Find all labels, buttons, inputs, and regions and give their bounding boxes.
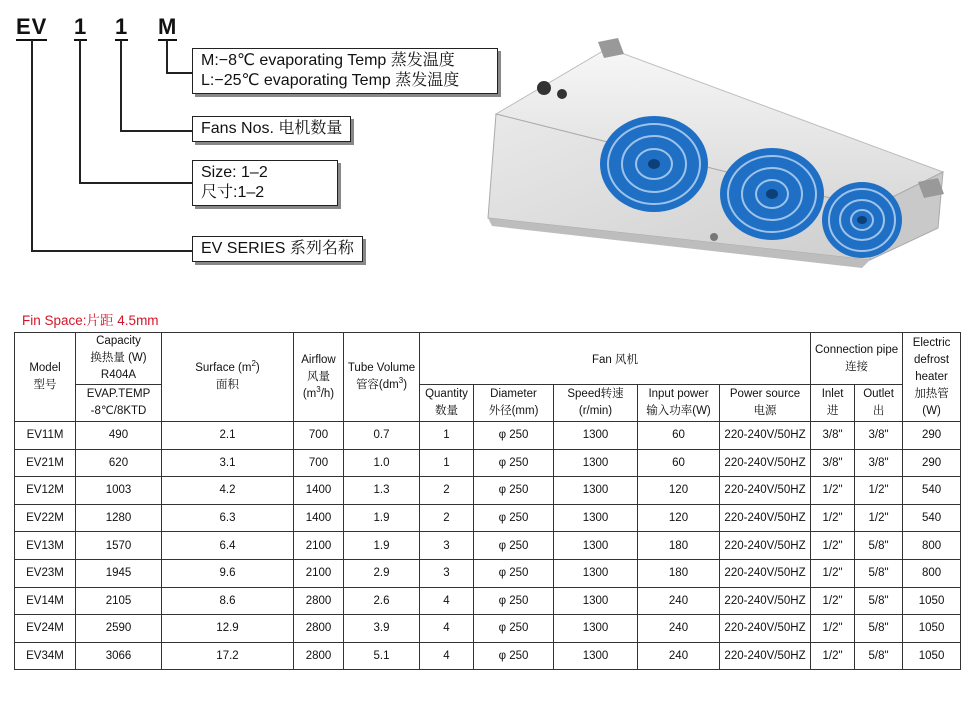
cell-surface: 3.1 — [162, 449, 294, 477]
cell-fan-diameter: φ 250 — [474, 449, 554, 477]
header-fan-quantity: Quantity 数量 — [420, 385, 474, 422]
table-row — [15, 477, 961, 505]
header-airflow: Airflow 风量 $(m^3/h)$ — [294, 333, 344, 422]
header-evap-temp: EVAP.TEMP -8℃/8KTD — [76, 385, 162, 422]
unit-cooler-photo — [478, 32, 948, 290]
cell-power-source: 220-240V/50HZ — [720, 642, 811, 670]
cell-heater: 800 — [903, 532, 961, 560]
fan-guard-icon — [720, 148, 824, 240]
cell-fan-diameter: φ 250 — [474, 642, 554, 670]
cell-fan-diameter: φ 250 — [474, 477, 554, 505]
cell-fan-quantity: 2 — [420, 504, 474, 532]
cell-input-power: 180 — [638, 532, 720, 560]
cell-power-source: 220-240V/50HZ — [720, 449, 811, 477]
series-legend: EV SERIES 系列名称 — [201, 240, 354, 257]
header-model: Model 型号 — [15, 333, 76, 422]
cell-input-power: 240 — [638, 615, 720, 643]
cell-tube-volume: 2.9 — [344, 559, 420, 587]
cell-airflow: 1400 — [294, 504, 344, 532]
cell-inlet: 1/2" — [811, 477, 855, 505]
size-legend-en: Size: 1–2 — [201, 164, 268, 181]
cell-airflow: 700 — [294, 449, 344, 477]
table-row — [15, 559, 961, 587]
cell-fan-quantity: 4 — [420, 615, 474, 643]
header-surface: Surface $(m^2)$ 面积 — [162, 333, 294, 422]
cell-tube-volume: 2.6 — [344, 587, 420, 615]
cell-airflow: 1400 — [294, 477, 344, 505]
cell-heater: 1050 — [903, 587, 961, 615]
spec-table-body — [15, 422, 961, 670]
cell-fan-quantity: 1 — [420, 449, 474, 477]
cell-airflow: 2800 — [294, 642, 344, 670]
cell-tube-volume: 1.3 — [344, 477, 420, 505]
cell-fan-speed: 1300 — [554, 587, 638, 615]
cell-fan-speed: 1300 — [554, 532, 638, 560]
cell-outlet: 1/2" — [855, 504, 903, 532]
cell-outlet: 5/8" — [855, 587, 903, 615]
header-connection-pipe: Connection pipe 连接 — [811, 333, 903, 385]
cell-heater: 540 — [903, 504, 961, 532]
cell-power-source: 220-240V/50HZ — [720, 477, 811, 505]
cell-capacity: 490 — [76, 422, 162, 450]
cell-model: EV11M — [15, 422, 76, 450]
fans-legend: Fans Nos. 电机数量 — [201, 120, 343, 137]
cell-input-power: 120 — [638, 504, 720, 532]
cell-airflow: 2100 — [294, 532, 344, 560]
cell-fan-quantity: 3 — [420, 559, 474, 587]
cell-model: EV14M — [15, 587, 76, 615]
temp-legend-l: L:−25℃ evaporating Temp 蒸发温度 — [201, 72, 460, 89]
header-fan: Fan 风机 — [420, 333, 811, 385]
size-legend-cn: 尺寸:1–2 — [201, 184, 265, 201]
cell-inlet: 1/2" — [811, 615, 855, 643]
cell-fan-diameter: φ 250 — [474, 615, 554, 643]
cell-input-power: 240 — [638, 642, 720, 670]
table-row — [15, 504, 961, 532]
cell-surface: 12.9 — [162, 615, 294, 643]
table-row — [15, 422, 961, 450]
table-row — [15, 642, 961, 670]
cell-surface: 9.6 — [162, 559, 294, 587]
header-fan-speed: Speed转速 (r/min) — [554, 385, 638, 422]
cell-capacity: 1280 — [76, 504, 162, 532]
cell-outlet: 5/8" — [855, 615, 903, 643]
cell-power-source: 220-240V/50HZ — [720, 422, 811, 450]
cell-surface: 6.4 — [162, 532, 294, 560]
cell-power-source: 220-240V/50HZ — [720, 559, 811, 587]
cell-inlet: 3/8" — [811, 449, 855, 477]
cell-heater: 1050 — [903, 642, 961, 670]
cell-fan-speed: 1300 — [554, 477, 638, 505]
cell-fan-quantity: 1 — [420, 422, 474, 450]
cell-fan-quantity: 3 — [420, 532, 474, 560]
cell-surface: 2.1 — [162, 422, 294, 450]
cell-tube-volume: 1.9 — [344, 504, 420, 532]
cell-tube-volume: 1.0 — [344, 449, 420, 477]
size-legend-box — [192, 160, 338, 206]
cell-capacity: 3066 — [76, 642, 162, 670]
cell-capacity: 1003 — [76, 477, 162, 505]
header-fan-power-source: Power source 电源 — [720, 385, 811, 422]
cell-inlet: 1/2" — [811, 504, 855, 532]
cell-model: EV21M — [15, 449, 76, 477]
cell-inlet: 1/2" — [811, 642, 855, 670]
cell-fan-diameter: φ 250 — [474, 504, 554, 532]
cell-power-source: 220-240V/50HZ — [720, 504, 811, 532]
cell-model: EV12M — [15, 477, 76, 505]
temp-legend-m: M:−8℃ evaporating Temp 蒸发温度 — [201, 52, 455, 69]
cell-surface: 8.6 — [162, 587, 294, 615]
cell-tube-volume: 0.7 — [344, 422, 420, 450]
code-temp: M — [158, 14, 178, 39]
cell-outlet: 3/8" — [855, 449, 903, 477]
cell-fan-speed: 1300 — [554, 559, 638, 587]
code-size: 1 — [74, 14, 88, 39]
cell-tube-volume: 5.1 — [344, 642, 420, 670]
cell-outlet: 5/8" — [855, 559, 903, 587]
cell-capacity: 2105 — [76, 587, 162, 615]
cell-power-source: 220-240V/50HZ — [720, 615, 811, 643]
cell-fan-speed: 1300 — [554, 642, 638, 670]
cell-capacity: 1570 — [76, 532, 162, 560]
header-fan-diameter: Diameter 外径(mm) — [474, 385, 554, 422]
cell-airflow: 2800 — [294, 615, 344, 643]
cell-outlet: 5/8" — [855, 532, 903, 560]
header-capacity: Capacity 换热量 (W) R404A — [76, 333, 162, 385]
code-series: EV — [16, 14, 48, 39]
cell-fan-speed: 1300 — [554, 449, 638, 477]
cell-fan-diameter: φ 250 — [474, 422, 554, 450]
header-tube-volume: Tube Volume 管容$(dm^3)$ — [344, 333, 420, 422]
cell-surface: 17.2 — [162, 642, 294, 670]
cell-fan-diameter: φ 250 — [474, 559, 554, 587]
cell-inlet: 1/2" — [811, 532, 855, 560]
cell-input-power: 60 — [638, 422, 720, 450]
fan-guard-icon — [822, 182, 902, 258]
cell-heater: 1050 — [903, 615, 961, 643]
cell-airflow: 2100 — [294, 559, 344, 587]
header-inlet: Inlet 进 — [811, 385, 855, 422]
cell-heater: 290 — [903, 449, 961, 477]
cell-fan-speed: 1300 — [554, 422, 638, 450]
cell-heater: 540 — [903, 477, 961, 505]
cell-capacity: 2590 — [76, 615, 162, 643]
cell-input-power: 120 — [638, 477, 720, 505]
cell-fan-diameter: φ 250 — [474, 587, 554, 615]
fin-space: Fin Space:片距 4.5mm — [22, 313, 159, 328]
cell-outlet: 3/8" — [855, 422, 903, 450]
table-row — [15, 587, 961, 615]
cell-fan-diameter: φ 250 — [474, 532, 554, 560]
cell-input-power: 240 — [638, 587, 720, 615]
fan-guard-icon — [600, 116, 708, 212]
cell-capacity: 620 — [76, 449, 162, 477]
cell-airflow: 2800 — [294, 587, 344, 615]
table-row — [15, 615, 961, 643]
cell-model: EV23M — [15, 559, 76, 587]
cell-model: EV13M — [15, 532, 76, 560]
cell-heater: 290 — [903, 422, 961, 450]
cell-heater: 800 — [903, 559, 961, 587]
cell-input-power: 180 — [638, 559, 720, 587]
code-fans: 1 — [115, 14, 129, 39]
cell-outlet: 1/2" — [855, 477, 903, 505]
cell-inlet: 1/2" — [811, 587, 855, 615]
temp-legend-box — [192, 48, 498, 94]
cell-airflow: 700 — [294, 422, 344, 450]
cell-fan-quantity: 2 — [420, 477, 474, 505]
cell-input-power: 60 — [638, 449, 720, 477]
cell-fan-quantity: 4 — [420, 642, 474, 670]
spec-table — [14, 332, 961, 670]
cell-capacity: 1945 — [76, 559, 162, 587]
cell-power-source: 220-240V/50HZ — [720, 587, 811, 615]
cell-model: EV24M — [15, 615, 76, 643]
cell-model: EV34M — [15, 642, 76, 670]
cell-tube-volume: 3.9 — [344, 615, 420, 643]
cell-tube-volume: 1.9 — [344, 532, 420, 560]
cell-surface: 6.3 — [162, 504, 294, 532]
header-fan-input-power: Input power 输入功率(W) — [638, 385, 720, 422]
cell-power-source: 220-240V/50HZ — [720, 532, 811, 560]
header-heater: Electric defrost heater 加热管 (W) — [903, 333, 961, 422]
header-outlet: Outlet 出 — [855, 385, 903, 422]
cell-model: EV22M — [15, 504, 76, 532]
cell-fan-quantity: 4 — [420, 587, 474, 615]
cell-inlet: 3/8" — [811, 422, 855, 450]
cell-fan-speed: 1300 — [554, 615, 638, 643]
series-legend-box — [192, 236, 363, 262]
table-row — [15, 449, 961, 477]
cell-inlet: 1/2" — [811, 559, 855, 587]
cell-surface: 4.2 — [162, 477, 294, 505]
cell-fan-speed: 1300 — [554, 504, 638, 532]
table-row — [15, 532, 961, 560]
fans-legend-box — [192, 116, 351, 142]
cell-outlet: 5/8" — [855, 642, 903, 670]
